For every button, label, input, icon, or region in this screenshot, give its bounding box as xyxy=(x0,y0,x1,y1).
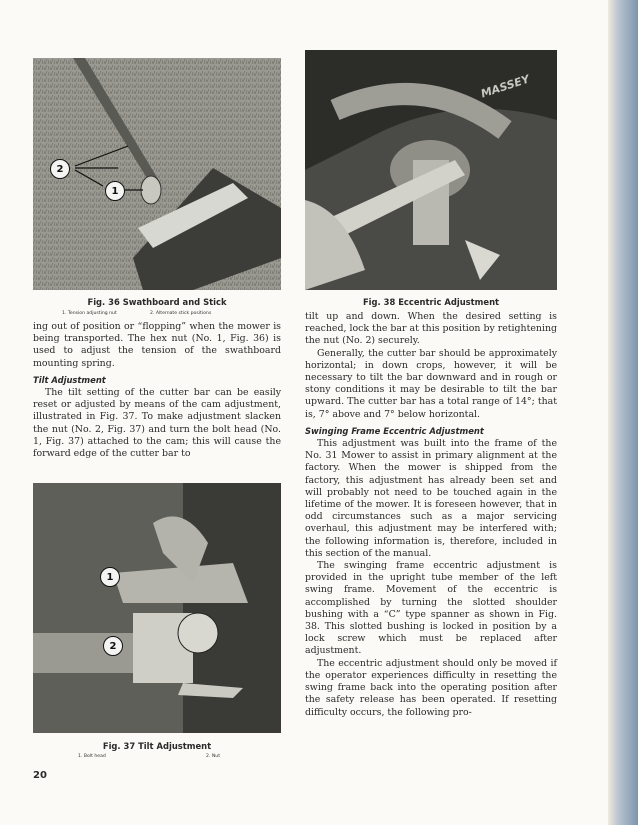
left-paragraph-1: ing out of position or “flopping” when the mower is being transported. The hex nut (No. 1, Fig. 36) is used to adjust the tension of the swathboard mounting spring. xyxy=(33,321,281,369)
figure-37-legend-1: 1. Bolt head xyxy=(78,754,106,759)
right-column-text xyxy=(305,311,557,719)
figure-38-photo xyxy=(305,50,557,290)
figure-37-legend-2: 2. Nut xyxy=(206,754,220,759)
figure-38-title: Fig. 38 Eccentric Adjustment xyxy=(362,297,500,307)
figure-37-callout-2: 2 xyxy=(103,636,123,656)
massey-logo-text: MASSEY xyxy=(479,72,532,101)
swinging-frame-heading: Swinging Frame Eccentric Adjustment xyxy=(305,425,484,436)
figure-37-title: Fig. 37 Tilt Adjustment xyxy=(102,741,212,751)
figure-36-callout-2: 2 xyxy=(50,159,70,179)
left-column-text xyxy=(33,321,281,460)
page-number: 20 xyxy=(33,770,47,781)
figure-36-callout-1: 1 xyxy=(105,181,125,201)
figure-36-legend-1: 1. Tension adjusting nut xyxy=(62,311,117,316)
figure-36-photo xyxy=(33,58,281,290)
page-edge xyxy=(608,0,638,825)
tilt-adjustment-illustration xyxy=(33,483,281,733)
right-paragraph-3: This adjustment was built into the frame of the No. 31 Mower to assist in primary alignment at the factory. When the mower is shipped from the factory, this adjustment has already been set and will probably not need to be touched again in the lifetime of the mower. It is foreseen however, that in odd circumstances such as a major servicing overhaul, this adjustment may be interfered with; the following information is, therefore, included in this section of the manual. xyxy=(305,438,557,559)
figure-37-callout-1: 1 xyxy=(100,567,120,587)
figure-36-title: Fig. 36 Swathboard and Stick xyxy=(87,297,227,307)
figure-37-photo xyxy=(33,483,281,733)
right-paragraph-5: The eccentric adjustment should only be moved if the operator experiences difficulty in resetting the swing frame back into the operating position after the safety release has been operated. If resetting difficulty occurs, the following pro- xyxy=(305,657,557,718)
tilt-adjustment-heading: Tilt Adjustment xyxy=(33,374,106,385)
right-paragraph-4: The swinging frame eccentric adjustment is provided in the upright tube member of the left swing frame. Movement of the eccentric is accomplished by turning the slotted shoulder bushing with a “C” type spanner as shown in Fig. 38. This slotted bushing is locked in position by a lock screw which must be replaced after adjustment. xyxy=(305,560,557,657)
left-paragraph-2: The tilt setting of the cutter bar can be easily reset or adjusted by means of the cam adjustment, illustrated in Fig. 37. To make adjustment slacken the nut (No. 2, Fig. 37) and turn the bolt head (No. 1, Fig. 37) attached to the cam; this will cause the forward edge of the cutter bar to xyxy=(33,387,281,460)
swathboard-illustration xyxy=(33,58,281,290)
right-paragraph-2: Generally, the cutter bar should be approximately horizontal; in down crops, however, it will be necessary to tilt the bar downward and in rough or stony conditions it may be desirable to tilt the bar upward. The cutter bar has a total range of 14°; that is, 7° above and 7° below horizontal. xyxy=(305,347,557,420)
figure-36-legend-2: 2. Alternate stick positions xyxy=(150,311,212,316)
right-paragraph-1: tilt up and down. When the desired setting is reached, lock the bar at this position by retightening the nut (No. 2) securely. xyxy=(305,311,557,347)
